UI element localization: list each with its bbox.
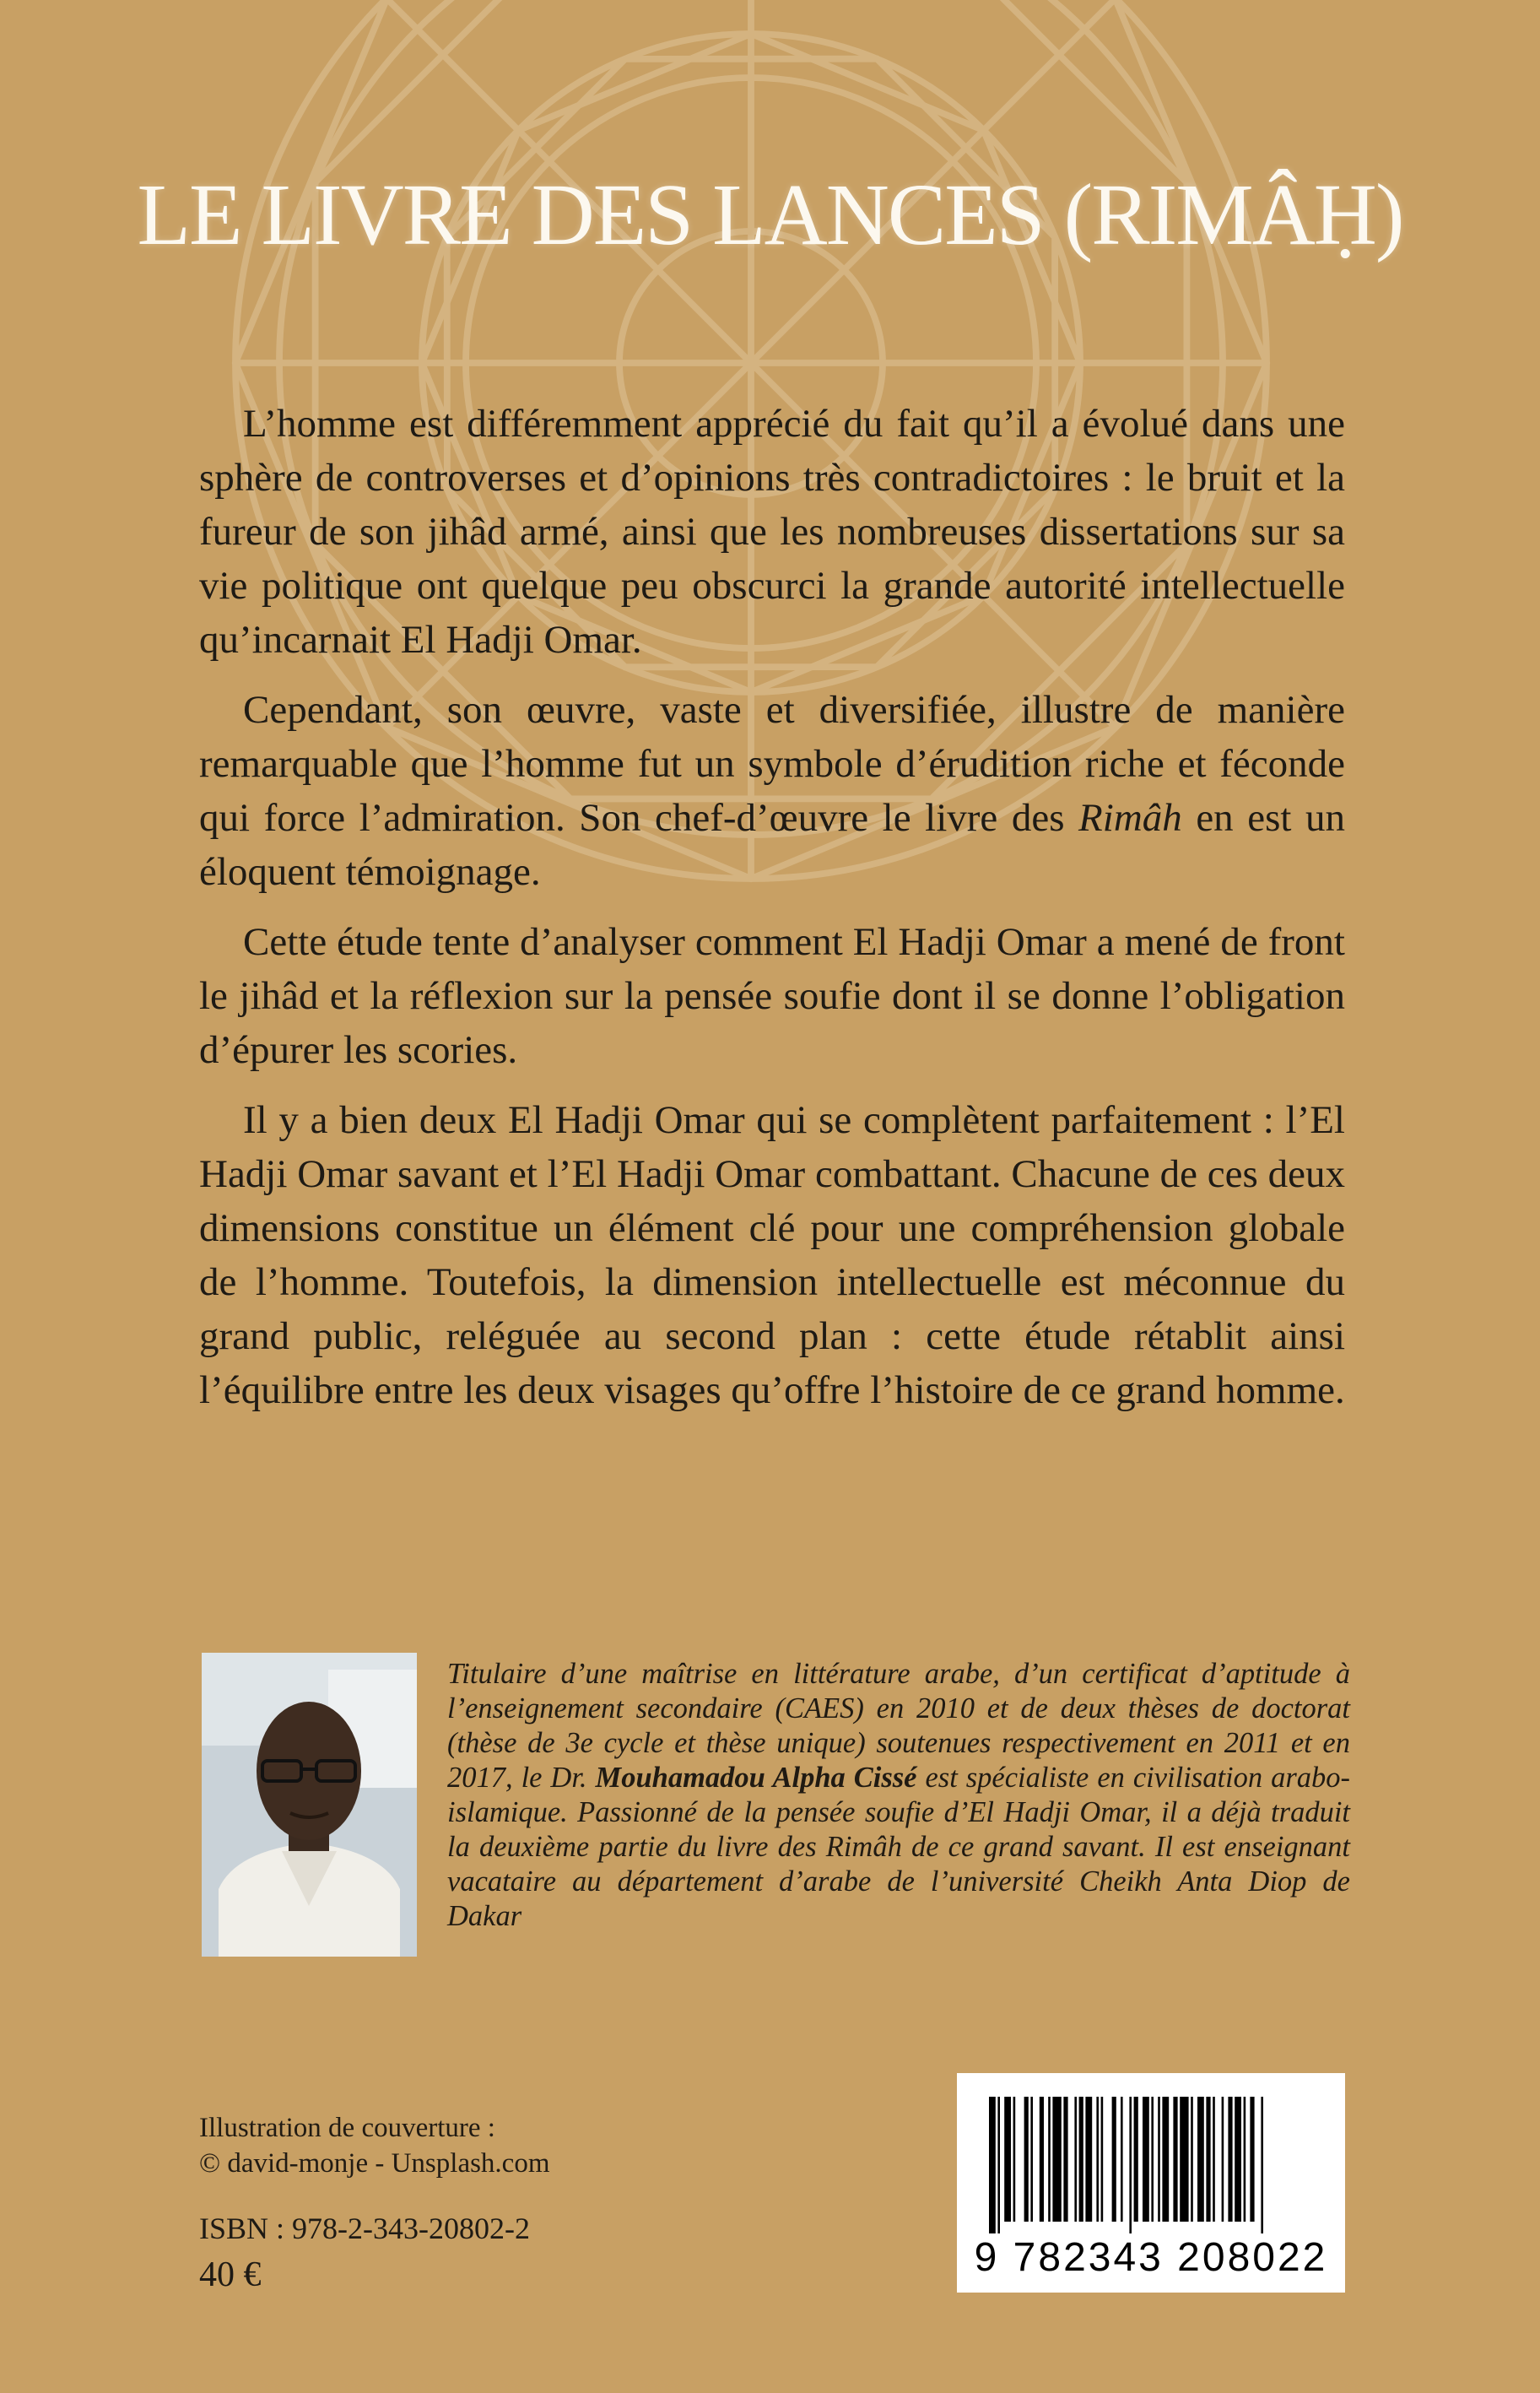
barcode-bar [1143,2097,1149,2222]
author-portrait-icon [202,1653,417,1957]
barcode-bar [1134,2097,1138,2222]
barcode-bar [1180,2097,1188,2222]
barcode-bar [1222,2097,1224,2222]
barcode-icon [957,2073,1345,2242]
barcode-bar [1162,2097,1169,2222]
barcode-bar [1013,2097,1016,2222]
author-bio-end: est spécialiste en civilisation arabo-islamique. Passionné de la pensée soufie d’El Hadji Omar, il a déjà traduit la deuxième partie du livre des Rimâh de ce grand savant. Il est enseignant vacataire au département d’arabe de l’université Cheikh Anta Diop de Dakar [447,1762,1351,1932]
summary-paragraph-2 [199,683,1345,899]
barcode-bar [1096,2097,1099,2222]
barcode-bar [1079,2097,1083,2222]
summary-paragraph-2-text: Cependant, son œuvre, vaste et diversifiée, illustre de manière remarquable que l’homme fut un symbole d’érudition riche et féconde qui force l’admiration. Son chef-d’œuvre le livre des [199,688,1345,840]
rimah-italic: Rimâh [1078,796,1182,840]
barcode-number: 9 782343 208022 [974,2235,1328,2280]
barcode-bar [1024,2097,1029,2222]
barcode-bar [1074,2097,1077,2222]
barcode-bar [1151,2097,1154,2222]
summary-paragraph-2-end: en est un éloquent témoignage. [199,796,1345,894]
author-photo [202,1653,417,1957]
barcode-bar [1250,2097,1254,2222]
barcode-bar [1048,2097,1051,2222]
barcode-bar [1101,2097,1104,2222]
barcode-bar [1121,2097,1123,2222]
barcode-bar [1261,2097,1263,2233]
barcode-bar [1197,2097,1204,2222]
barcode [957,2073,1345,2293]
author-bio-text: Titulaire d’une maîtrise en littérature arabe, d’un certificat d’aptitude à l’enseignement secondaire (CAES) en 2010 et de deux thèses de doctorat (thèse de 3e cycle et thèse unique) soutenues respectivement en 2011 et en 2017, le Dr. [447,1658,1350,1794]
cover-credit [199,2110,550,2181]
barcode-bar [1063,2097,1067,2222]
barcode-bar [989,2097,996,2233]
barcode-bar [1112,2097,1116,2222]
summary-paragraph-4: Il y a bien deux El Hadji Omar qui se complètent parfaitement : l’El Hadji Omar savant et l’El Hadji Omar combattant. Chacune de ces deux dimensions constitue un élément clé pour une compréhension globale de l’homme. Toutefois, la dimension intellectuelle est méconnue du grand public, reléguée au second plan : cette étude rétablit ainsi l’équilibre entre les deux visages qu’offre l’histoire de ce grand homme. [199,1098,1345,1412]
credit-line-2: © david-monje - Unsplash.com [199,2148,550,2179]
barcode-bar [997,2097,1000,2233]
barcode-bar [1085,2097,1092,2222]
price: 40 € [199,2255,262,2294]
author-biography [447,1657,1350,1934]
barcode-bar [1030,2097,1033,2222]
barcode-bar [1235,2097,1241,2222]
barcode-bar [1173,2097,1177,2222]
barcode-bar [1244,2097,1246,2222]
credit-line-1: Illustration de couverture : [199,2113,495,2143]
barcode-bar [1158,2097,1160,2222]
author-name: Mouhamadou Alpha Cissé [595,1762,917,1794]
barcode-bar [1004,2097,1011,2222]
barcode-bar [1228,2097,1232,2222]
summary-paragraph-3: Cette étude tente d’analyser comment El Hadji Omar a mené de front le jihâd et la réflexion sur la pensée soufie dont il se donne l’obligation d’épurer les scories. [199,920,1345,1072]
back-cover-summary [199,397,1345,1433]
barcode-bar [1129,2097,1132,2233]
barcode-bar [1040,2097,1044,2222]
barcode-bar [1213,2097,1215,2222]
summary-paragraph-1: L’homme est différemment apprécié du fait qu’il a évolué dans une sphère de controverses et d’opinions très contradictoires : le bruit et la fureur de son jihâd armé, ainsi que les nombreuses dissertations sur sa vie politique ont quelque peu obscurci la grande autorité intellectuelle qu’incarnait El Hadji Omar. [199,402,1345,662]
isbn: ISBN : 978-2-343-20802-2 [199,2212,530,2245]
barcode-bar [1052,2097,1061,2222]
book-title: LE LIVRE DES LANCES (RIMÂḤ) [137,166,1403,263]
barcode-bar [1206,2097,1210,2222]
barcode-bar [1191,2097,1193,2222]
